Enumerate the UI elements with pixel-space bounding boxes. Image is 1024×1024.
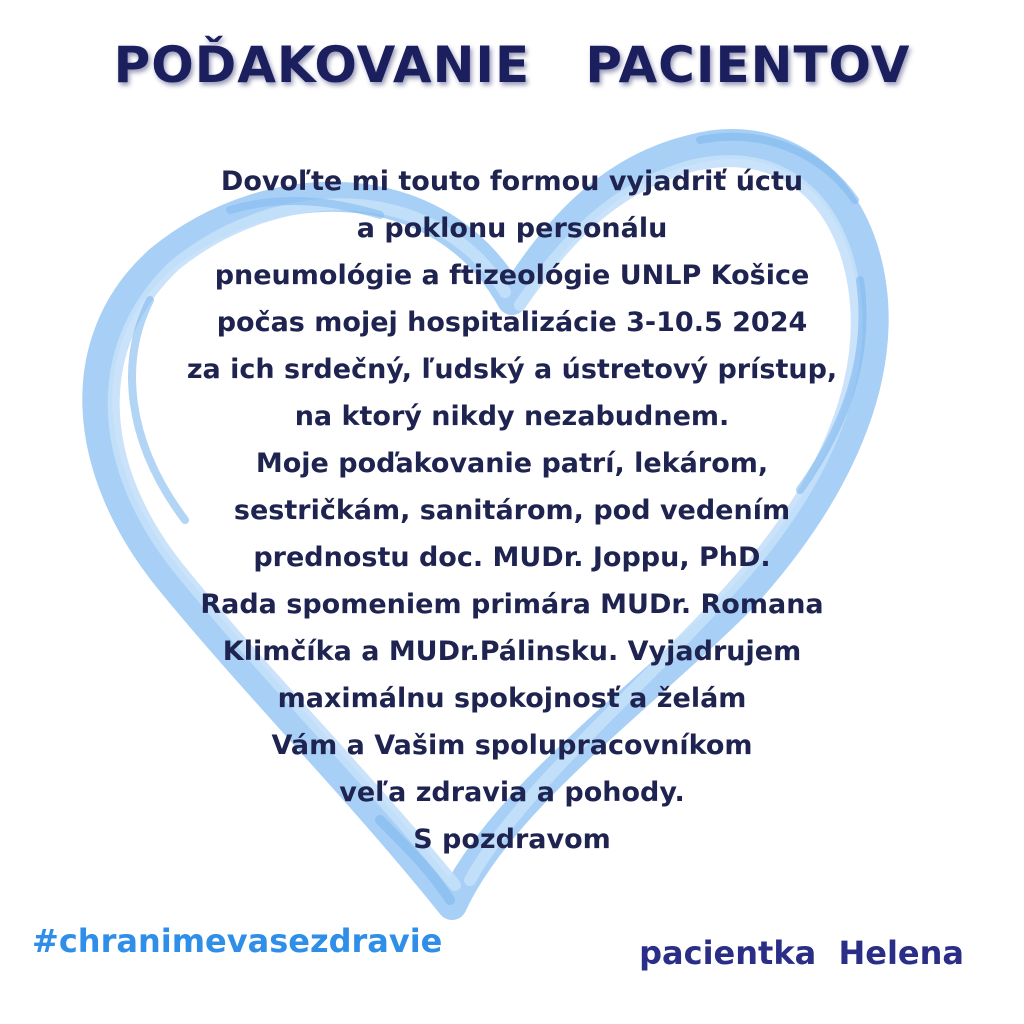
message-line: Klimčíka a MUDr.Pálinsku. Vyjadrujem — [222, 636, 802, 667]
message-line: veľa zdravia a pohody. — [339, 777, 685, 808]
signature: pacientka Helena — [639, 934, 964, 972]
hashtag-link[interactable]: #chranimevasezdravie — [32, 922, 443, 960]
message-line: Rada spomeniem primára MUDr. Romana — [200, 589, 824, 620]
message-line: Moje poďakovanie patrí, lekárom, — [255, 448, 769, 479]
message-line: Vám a Vašim spolupracovníkom — [271, 730, 753, 761]
message-line: počas mojej hospitalizácie 3-10.5 2024 — [216, 307, 808, 338]
page-title: POĎAKOVANIE PACIENTOV — [113, 36, 911, 94]
thank-you-message — [62, 158, 962, 863]
message-line: za ich srdečný, ľudský a ústretový prístup, — [186, 354, 838, 385]
message-line: prednostu doc. MUDr. Joppu, PhD. — [253, 542, 771, 573]
message-line: sestričkám, sanitárom, pod vedením — [233, 495, 791, 526]
message-line: na ktorý nikdy nezabudnem. — [294, 401, 730, 432]
message-line: Dovoľte mi touto formou vyjadriť úctu — [220, 166, 804, 197]
message-line: maximálnu spokojnosť a želám — [277, 683, 747, 714]
message-line: pneumológie a ftizeológie UNLP Košice — [214, 260, 810, 291]
message-line: a poklonu personálu — [356, 213, 668, 244]
message-line: S pozdravom — [413, 824, 611, 855]
